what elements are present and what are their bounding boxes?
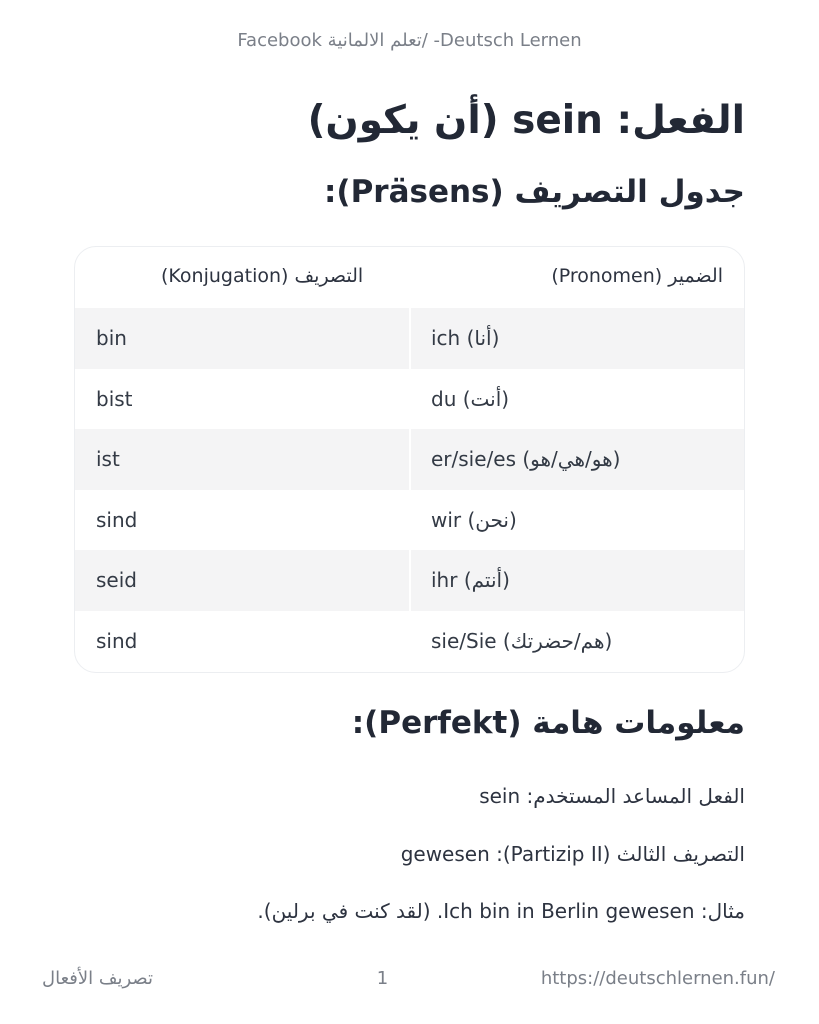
table-heading: جدول التصريف (Präsens): [324, 174, 745, 210]
footer-url: https://deutschlernen.fun/ [540, 968, 775, 989]
pronoun-cell: du (أنت) [431, 386, 510, 411]
page-number: 1 [376, 968, 389, 989]
column-divider [409, 429, 411, 490]
column-divider [409, 550, 411, 611]
column-header-pronoun: الضمير (Pronomen) [551, 265, 723, 287]
table-row [75, 550, 744, 611]
auxiliary-verb-info: الفعل المساعد المستخدم: sein [479, 784, 745, 808]
example-sentence: مثال: Ich bin in Berlin gewesen. (لقد كنت في برلين). [257, 899, 745, 923]
pronoun-cell: ihr (أنتم) [431, 568, 510, 592]
table-row [75, 308, 744, 369]
pronoun-cell: wir (نحن) [431, 507, 517, 532]
table-row [75, 611, 744, 672]
conjugation-cell: bin [96, 326, 127, 350]
table-row [75, 429, 744, 490]
pronoun-cell: er/sie/es (هو/هي/هو) [431, 447, 621, 471]
conjugation-table [74, 246, 745, 673]
page-title: الفعل: sein (أن يكون) [307, 98, 745, 143]
footer-title: تصريف الأفعال [42, 968, 154, 989]
conjugation-cell: seid [96, 568, 137, 592]
column-divider [409, 308, 411, 369]
page-source: Facebook تعلم الالمانية/ -Deutsch Lernen [237, 30, 582, 51]
pronoun-cell: ich (أنا) [431, 326, 500, 350]
participle-info: التصريف الثالث (Partizip II): gewesen [400, 842, 745, 866]
table-row [75, 490, 744, 551]
column-header-conjugation: التصريف (Konjugation) [161, 265, 364, 287]
conjugation-cell: sind [96, 507, 138, 532]
table-header [75, 247, 744, 308]
table-row [75, 369, 744, 430]
conjugation-cell: sind [96, 628, 138, 653]
pronoun-cell: sie/Sie (هم/حضرتك) [431, 628, 613, 653]
conjugation-cell: ist [96, 447, 120, 471]
info-heading: معلومات هامة (Perfekt): [351, 705, 745, 741]
conjugation-cell: bist [96, 386, 133, 411]
